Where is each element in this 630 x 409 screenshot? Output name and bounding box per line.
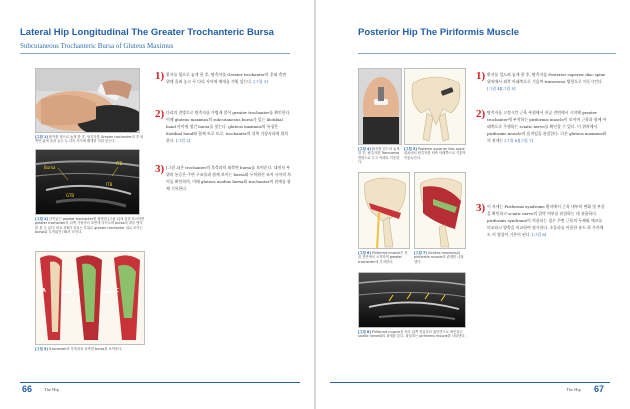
patient-photo-illustration [36,69,140,133]
pelvis-bone-illustration [405,69,466,145]
figure-4-caption: [그림 4] 환자를 엎드려 눕게 한 후, 탐촉자를 Transverse 방향으로 두고 아래로 이동한다. [358,147,400,165]
chapter-title: Lateral Hip Longitudinal The Greater Trochanteric Bursa [20,27,274,38]
chapter-subtitle: Subcutaneous Trochanteric Bursa of Gluteus Maximus [20,42,174,50]
anat-label-b: B [76,288,80,294]
chapter-title: Posterior Hip The Piriformis Muscle [358,27,520,38]
figure-2-caption: [그림 2] 간이있는 greater trochanter를 촬영한 [그림 2]에 점을 표시하면 greater trochanter의 뒤쪽 가장자리 표면에 다다르며 bursa의 내부 엣지를 볼 수 있다. 바로 ITB가 걸치는 부위로 greater trochanter 위로 보이는 bursa와 두꺼워진 ITB가 보인다. [35,217,145,235]
figure-7-caption: [그림 7] Gluteus maximus와 piriformis muscle의 관계를 나타낸다. [414,251,464,264]
left-page [0,0,314,409]
step-number-2: 2) [155,108,165,120]
us-label-gtb: GTB [66,193,75,198]
figure-2-ultrasound [35,149,140,215]
gluteus-anatomy-illustration [415,173,466,249]
piriformis-anatomy-illustration [359,173,410,249]
us-label-itb-top: ITB [116,161,123,166]
running-head: The Hip [44,387,59,392]
us-label-bursa: Bursa [44,165,56,170]
step-number-1: 1) [476,70,486,82]
figure-8-caption: [그림 8] Piriformis muscle을 보다 위쪽 천골부터 횡단면으로 확인하고 sciatic nerve와의 관계를 본다. 화살표는 piriformis muscle을 나타낸다. [358,330,466,339]
figure-3-caption: [그림 3] Trochanter의 후측과의 외측면 bursa를 보여준다. [35,347,123,351]
page-number: 66 [22,384,33,394]
step-number-1: 1) [155,70,165,82]
step-paragraph-1: 환자를 엎드려 눕게 한 후, 탐촉자를 Posterior superior iliac spine위치에서 외측 아래쪽으로 기울여 transverse 방향으로 이동시킨다. [그림 4][그림 5] [487,72,606,91]
figure-5-pelvis [404,68,466,145]
figure-4-photo [358,68,402,145]
figure-1-photo [35,68,140,133]
step-number-2: 2) [476,108,486,120]
step-number-3: 3) [155,163,165,175]
figure-8-ultrasound [358,272,466,328]
title-rule [20,53,290,54]
footer-rule [330,382,610,383]
step-paragraph-1: 환자를 옆으로 눕게 한 후, 탐촉자를 Greater trochanter의 후외 측면 위에 올려 놓고 두 다리 사이에 베개를 끼워 넣는다. [그림 1] [166,72,287,84]
running-head: The Hip [566,387,581,392]
us-label-itb-mid: ITB [106,182,113,187]
step-number-3: 3) [476,202,486,214]
figure-6-caption: [그림 6] Piriformis muscle은 천골 전면에서 시작하여 greater trochanter에 부착한다. [358,251,408,264]
figure-7-gluteus [414,172,466,249]
anat-label-a: A [42,288,46,294]
figure-3-anatomy [35,251,145,345]
figure-6-piriformis [358,172,410,249]
footer-rule [20,382,300,383]
anat-label-c: C [115,288,119,294]
figure-1-caption: [그림 1] 환자를 옆으로 눕게 한 후, 탐촉자를 Greater trochanter의 후 외측면 위에 올려 놓고 두 다리 사이에 베개를 끼워 넣는다. [35,135,144,144]
step-paragraph-2: 다리의 전방으로 탐촉자를 가볍게 밀어 greater trochanter를 확인한다. 이때 gluteus maximus의 subcutaneous bursa가 있는 iliotibial band 사이에 생긴 bursa를 찾는다. gluteus maximus의 특징은 iliotibial band와 함께 트로 트로, trochanter의 뒤쪽 가장자리에 위치한다. [그림 2] [166,110,291,143]
page-number: 67 [594,384,605,394]
patient-back-photo [359,69,402,145]
figure-5-caption: [그림 5] Posterior superior iliac spine위치에서 탐촉자를 외측 아래쪽으로 기울여 이동시킨다. [404,147,466,160]
step-paragraph-3: [그림 3]은 trochanter의 후측과의 외측면 bursa를 보여준다. 대전자 부위의 통증은 주변 구조물과 함께 보이는 bursa와 두꺼워진 조직 사이의 차이를 확인하며, 이때 gluteus medius bursa와 trochanter의 관계를 함께 기록한다. [166,165,291,191]
right-page [316,0,630,409]
title-rule [358,53,616,54]
ultrasound-image [36,150,140,215]
piriformis-ultrasound-image [359,273,466,328]
step-paragraph-2: 탐촉자를 고정시킨 근육 부위에서 천골 전면에서 시작해 greater trochanter에 부착하는 piriformis muscle이 보이며 근육과 함께 아래쪽으로 주행하는 sciatic nerve를 확인할 수 있다. 이 위치에서 piriformis muscle의 움직임을 관찰한다. 다른 gluteus maximus와의 관계는 [그림 6][그림 7] [487,110,607,143]
step-paragraph-3: 이 자세는 Piriformis syndrome 환자에서 근육 내부의 변화 및 부종을 확인하고 sciatic nerve의 압박 여부를 관찰하는 데 유용하다. piriformis syndrome이 의심되는 경우 주변 근육의 두께와 에코를 비교하고 양측을 비교하여 평가한다. 초음파를 이용한 유도 하 주사에도 이 영상이 기본이 된다. [그림 8] [487,204,605,237]
leg-anatomy-illustration [36,252,145,345]
